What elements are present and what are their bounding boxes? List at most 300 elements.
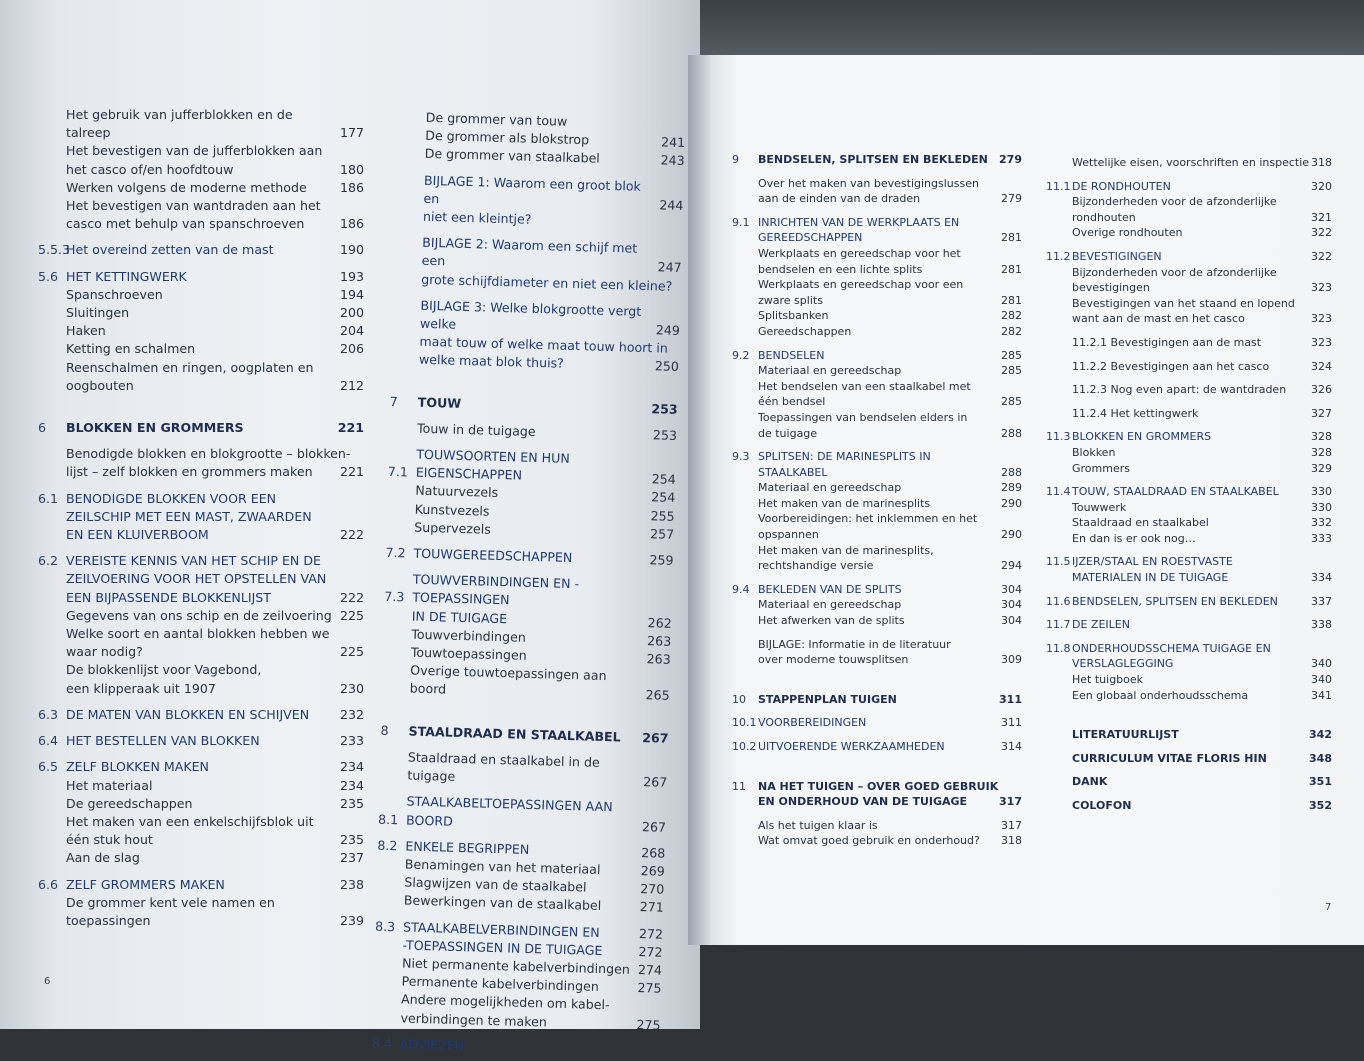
- toc-entry-title: BLOKKEN EN GROMMERS: [1072, 430, 1212, 444]
- toc-entry-title: verbindingen te maken: [400, 1009, 548, 1030]
- toc-entry-title: Bijzonderheden voor de afzonderlijke: [1072, 195, 1277, 209]
- toc-entry-title: Touw in de tuigage: [416, 420, 536, 439]
- toc-entry-title: toepassingen: [66, 912, 151, 928]
- toc-entry-page: 238: [339, 876, 364, 892]
- toc-entry: [38, 215, 364, 233]
- toc-entry: [382, 661, 671, 705]
- toc-entry: [38, 706, 364, 724]
- toc-entry-number: 9.3: [732, 450, 750, 464]
- toc-entry-number: 8.2: [377, 837, 398, 853]
- toc-entry: [38, 876, 364, 894]
- toc-entry-number: [382, 697, 410, 698]
- toc-entry-page: 328: [1311, 430, 1332, 444]
- toc-entry-title: maat touw of welke maat touw hoort in: [419, 333, 669, 356]
- toc-entry-title: waar nodig?: [66, 644, 143, 660]
- toc-entry: [389, 419, 677, 445]
- toc-entry-page: 348: [1309, 751, 1332, 765]
- page-number-left: 6: [44, 976, 51, 987]
- toc-entry-page: 271: [639, 899, 664, 916]
- toc-entry-page: 225: [339, 607, 364, 623]
- toc-entry: [378, 792, 667, 836]
- toc-entry-page: 237: [339, 850, 364, 866]
- toc-entry: [38, 304, 364, 322]
- toc-entry: [38, 894, 364, 912]
- toc-entry-page: 338: [1311, 618, 1332, 632]
- toc-entry-page: 254: [650, 489, 676, 506]
- toc-entry-title: Gegevens van ons schip en de zeilvoering: [66, 607, 332, 623]
- toc-entry-page: 342: [1309, 728, 1332, 742]
- toc-entry: [38, 445, 364, 463]
- toc-entry-number: 9.2: [732, 348, 750, 362]
- toc-entry: [732, 597, 1022, 613]
- toc-entry-title: rechtshandige versie: [758, 559, 874, 573]
- toc-entry: [732, 739, 1022, 755]
- toc-entry-number: 5.5.3: [38, 242, 71, 258]
- toc-entry-number: [395, 225, 423, 226]
- toc-entry: [732, 176, 1022, 192]
- toc-entry-number: 11: [732, 779, 746, 793]
- toc-entry-title: Natuurvezels: [415, 483, 499, 501]
- toc-entry-title: Materiaal en gereedschap: [758, 598, 902, 612]
- toc-entry: [38, 340, 364, 358]
- toc-entry-title: Voorbereidingen: het inklemmen en het: [758, 512, 978, 526]
- toc-entry-page: 326: [1311, 383, 1332, 397]
- toc-entry-page: 282: [1001, 309, 1022, 323]
- toc-entry: [1046, 179, 1332, 195]
- toc-entry-title: TOUW, STAALDRAAD EN STAALKABEL: [1072, 485, 1279, 499]
- toc-entry-page: 327: [1311, 406, 1332, 420]
- toc-entry-page: 281: [1001, 262, 1022, 276]
- toc-entry-page: 259: [649, 552, 674, 568]
- toc-entry-number: 10.1: [732, 716, 757, 730]
- toc-entry-page: 285: [1001, 364, 1022, 378]
- toc-entry-title: Wat omvat goed gebruik en onderhoud?: [758, 834, 980, 848]
- toc-entry: [1046, 225, 1332, 241]
- toc-entry: [38, 732, 364, 750]
- toc-entry: [732, 230, 1022, 246]
- toc-entry-page: 281: [1001, 293, 1022, 307]
- toc-entry-title: VOORBEREIDINGEN: [758, 716, 867, 730]
- toc-entry-title: aan de einden van de draden: [758, 192, 921, 206]
- toc-entry: [38, 795, 364, 813]
- toc-entry-page: 250: [654, 358, 680, 375]
- toc-entry-title: STAALDRAAD EN STAALKABEL: [408, 723, 621, 745]
- toc-entry: [1046, 617, 1332, 633]
- toc-entry-title: grote schijfdiameter en niet een kleine?: [421, 271, 673, 294]
- toc-entry-page: 241: [660, 134, 686, 151]
- toc-entry-title: Aan de slag: [66, 850, 140, 866]
- toc-entry: [1046, 774, 1332, 790]
- toc-entry: [38, 758, 364, 776]
- toc-entry-number: [389, 437, 417, 438]
- toc-entry: [1046, 280, 1332, 296]
- toc-entry-title: welke maat blok thuis?: [418, 352, 565, 372]
- toc-entry-page: 340: [1311, 657, 1332, 671]
- toc-entry: [38, 831, 364, 849]
- toc-entry: [1046, 515, 1332, 531]
- toc-entry-title: over moderne touwsplitsen: [758, 653, 909, 667]
- toc-entry-page: 212: [339, 377, 364, 393]
- toc-entry-page: 269: [640, 862, 666, 879]
- toc-entry-title: Materiaal en gereedschap: [758, 364, 902, 378]
- toc-entry: [732, 293, 1022, 309]
- toc-entry: [38, 286, 364, 304]
- toc-entry-title: Haken: [66, 323, 106, 339]
- toc-entry-page: 311: [999, 692, 1022, 706]
- toc-entry: [732, 191, 1022, 207]
- toc-entry-page: 281: [1001, 231, 1022, 245]
- toc-entry: [38, 377, 364, 395]
- toc-entry: [1046, 484, 1332, 500]
- toc-entry-number: 10: [732, 692, 746, 706]
- toc-entry-title: Reenschalmen en ringen, oogplaten en: [66, 359, 314, 375]
- toc-entry: [372, 1034, 660, 1060]
- toc-entry: [1046, 429, 1332, 445]
- toc-entry-title: Niet permanente kabelverbindingen: [401, 955, 631, 977]
- toc-entry-number: 11.6: [1046, 594, 1071, 608]
- toc-entry-page: 323: [1311, 281, 1332, 295]
- toc-entry-title: Het maken van een enkelschijfsblok uit: [66, 813, 314, 829]
- toc-entry-page: 279: [1001, 192, 1022, 206]
- toc-entry-title: rondhouten: [1072, 210, 1136, 224]
- toc-entry-title: Overige touwtoepassingen aan boord: [409, 662, 607, 698]
- toc-entry-title: ENKELE BEGRIPPEN: [405, 838, 530, 857]
- toc-entry-title: oogbouten: [66, 377, 134, 393]
- toc-entry-page: 233: [339, 733, 364, 749]
- toc-entry-page: 222: [339, 589, 364, 605]
- toc-entry-page: 267: [642, 729, 669, 746]
- toc-entry: [1046, 296, 1332, 312]
- toc-entry: [732, 833, 1022, 849]
- toc-entry-page: 193: [339, 268, 364, 284]
- toc-entry-title: HET BESTELLEN VAN BLOKKEN: [66, 733, 260, 749]
- toc-entry-page: 274: [637, 961, 663, 978]
- toc-entry: [385, 544, 673, 570]
- toc-entry-page: 186: [339, 216, 364, 232]
- toc-entry-title: het casco of/en hoofdtouw: [66, 161, 234, 177]
- toc-entry-number: 6.3: [38, 706, 59, 722]
- toc-entry: [1046, 155, 1332, 171]
- toc-entry-title: DANK: [1072, 775, 1108, 789]
- toc-entry-number: 6.5: [38, 759, 59, 775]
- toc-entry-title: Staaldraad en staalkabel in de tuigage: [407, 749, 600, 784]
- toc-entry-title: Toepassingen van bendselen elders in: [758, 410, 968, 424]
- toc-entry-title: BIJLAGE: Informatie in de literatuur: [758, 637, 951, 651]
- toc-entry-number: 6.4: [38, 733, 59, 749]
- toc-entry-number: 11.4: [1046, 485, 1071, 499]
- toc-entry-title: 11.2.1 Bevestigingen aan de mast: [1072, 335, 1262, 349]
- background-edge: [700, 0, 1364, 55]
- toc-entry-number: 7.3: [384, 589, 405, 605]
- toc-entry: [1046, 688, 1332, 704]
- toc-entry-page: 177: [339, 125, 364, 141]
- toc-entry-title: Benamingen van het materiaal: [404, 856, 601, 877]
- toc-entry-title: En dan is er ook nog…: [1072, 531, 1196, 545]
- toc-entry-page: 263: [646, 633, 672, 649]
- toc-entry: [38, 490, 364, 508]
- toc-entry-page: 235: [339, 795, 364, 811]
- toc-entry-page: 243: [660, 152, 685, 169]
- toc-entry-title: De grommer als blokstrop: [425, 127, 590, 148]
- toc-entry-page: 268: [641, 844, 666, 861]
- toc-entry-number: [379, 784, 407, 785]
- toc-entry: [732, 558, 1022, 574]
- toc-entry-title: INRICHTEN VAN DE WERKPLAATS EN: [758, 215, 960, 229]
- toc-entry-title: ZEILSCHIP MET EEN MAST, ZWAARDEN: [66, 508, 312, 524]
- toc-entry-number: 11.1: [1046, 179, 1071, 193]
- toc-entry: [732, 324, 1022, 340]
- toc-entry-page: 304: [1001, 614, 1022, 628]
- toc-entry: [732, 527, 1022, 543]
- toc-entry-title: UITVOERENDE WERKZAAMHEDEN: [758, 740, 945, 753]
- toc-entry-title: BENODIGDE BLOKKEN VOOR EEN: [66, 490, 277, 506]
- toc-entry-title: ZELF GROMMERS MAKEN: [66, 876, 225, 892]
- toc-entry-title: VERSLAGLEGGING: [1072, 657, 1174, 671]
- toc-entry-title: Splitsbanken: [758, 309, 829, 323]
- toc-entry-title: Werkplaats en gereedschap voor een: [758, 278, 964, 292]
- toc-entry-title: de tuigage: [758, 426, 818, 440]
- toc-entry-number: 11.3: [1046, 430, 1071, 444]
- toc-entry-title: ZELF BLOKKEN MAKEN: [66, 759, 209, 775]
- toc-entry: [732, 637, 1022, 653]
- toc-entry: [732, 152, 1022, 168]
- toc-entry-page: 332: [1311, 516, 1332, 530]
- toc-entry: [732, 246, 1022, 262]
- toc-entry: [732, 379, 1022, 395]
- toc-entry-title: HET KETTINGWERK: [66, 268, 187, 284]
- toc-entry-page: 341: [1311, 688, 1332, 702]
- toc-entry-title: Touwtoepassingen: [410, 644, 527, 663]
- toc-entry-title: Supervezels: [414, 519, 492, 537]
- toc-entry-number: 11.2: [1046, 249, 1071, 263]
- toc-entry-page: 262: [647, 614, 672, 631]
- toc-entry-title: Benodigde blokken en blokgrootte – blokken-: [66, 446, 351, 462]
- toc-entry-page: 323: [1311, 335, 1332, 349]
- toc-entry: [732, 692, 1022, 708]
- toc-entry-title: BENDSELEN: [758, 348, 825, 362]
- toc-entry: [1046, 672, 1332, 688]
- toc-entry-title: Werken volgens de moderne methode: [66, 179, 307, 195]
- toc-entry-title: 11.2.3 Nog even apart: de wantdraden: [1072, 383, 1287, 397]
- toc-entry-number: [386, 536, 414, 537]
- toc-right-column-2: [1046, 155, 1332, 814]
- toc-entry-title: De blokkenlijst voor Vagebond,: [66, 662, 262, 678]
- toc-entry-page: 285: [1001, 348, 1022, 362]
- page-number-right: 7: [1325, 902, 1332, 913]
- toc-entry: [732, 511, 1022, 527]
- toc-entry-title: TOUWVERBINDINGEN EN -TOEPASSINGEN: [412, 571, 580, 608]
- toc-entry: [38, 643, 364, 661]
- toc-entry-page: 314: [1001, 740, 1022, 753]
- toc-entry-title: BIJLAGE 1: Waarom een groot blok en: [423, 172, 642, 206]
- toc-entry: [1046, 382, 1332, 398]
- toc-entry-number: 8: [380, 722, 389, 738]
- toc-entry-title: Grommers: [1072, 461, 1130, 475]
- toc-entry: [38, 849, 364, 867]
- toc-entry-title: Wettelijke eisen, voorschriften en inspectie: [1072, 156, 1310, 169]
- toc-entry-title: bendselen en een lichte splits: [758, 262, 923, 276]
- toc-entry-number: 9.1: [732, 215, 750, 229]
- toc-entry-title: Het materiaal: [66, 777, 153, 793]
- toc-entry-title: LITERATUURLIJST: [1072, 728, 1179, 742]
- toc-entry-title: STAALKABEL: [758, 465, 828, 479]
- toc-entry-title: Bijzonderheden voor de afzonderlijke: [1072, 265, 1277, 279]
- toc-entry: [1046, 335, 1332, 351]
- toc-entry-title: STAPPENPLAN TUIGEN: [758, 692, 897, 706]
- toc-entry: [1046, 727, 1332, 743]
- toc-entry: [38, 241, 364, 259]
- toc-entry: [38, 661, 364, 679]
- toc-entry: [38, 419, 364, 437]
- toc-entry: [732, 496, 1022, 512]
- toc-entry: [1046, 798, 1332, 814]
- toc-entry-page: 265: [645, 687, 670, 704]
- toc-entry: [38, 570, 364, 588]
- toc-entry-number: [372, 1026, 400, 1027]
- toc-entry: [732, 215, 1022, 231]
- toc-entry-page: 294: [1001, 559, 1022, 573]
- toc-entry-title: Het maken van de marinesplits,: [758, 543, 934, 557]
- toc-entry-page: 330: [1311, 500, 1332, 514]
- toc-entry-page: 234: [339, 777, 364, 793]
- toc-entry-title: Touwwerk: [1072, 500, 1127, 514]
- toc-entry-title: DE MATEN VAN BLOKKEN EN SCHIJVEN: [66, 706, 310, 722]
- toc-entry: [38, 552, 364, 570]
- toc-entry: [1046, 445, 1332, 461]
- toc-entry-page: 263: [646, 651, 671, 667]
- toc-entry-page: 230: [339, 680, 364, 696]
- toc-entry-page: 290: [1001, 528, 1022, 542]
- toc-entry: [732, 308, 1022, 324]
- toc-entry: [1046, 554, 1332, 570]
- toc-entry-number: 8.1: [377, 811, 399, 827]
- toc-entry-page: 309: [1001, 653, 1022, 667]
- toc-entry: [1046, 656, 1332, 672]
- toc-entry-page: 234: [339, 759, 364, 775]
- toc-entry-page: 225: [339, 644, 364, 660]
- toc-entry: [1046, 210, 1332, 226]
- toc-entry: [732, 262, 1022, 278]
- toc-entry-title: lijst – zelf blokken en grommers maken: [66, 464, 313, 480]
- toc-entry-page: 337: [1311, 594, 1332, 608]
- toc-entry-title: Gereedschappen: [758, 324, 852, 338]
- toc-entry-page: 304: [1001, 598, 1022, 612]
- toc-entry-number: 7.2: [385, 544, 406, 561]
- toc-entry-page: 186: [339, 179, 364, 195]
- toc-entry-page: 318: [1001, 834, 1022, 848]
- toc-entry: [1046, 641, 1332, 657]
- toc-entry-page: 322: [1311, 249, 1332, 263]
- toc-entry-page: 180: [339, 161, 364, 177]
- toc-entry-title: Ketting en schalmen: [66, 341, 196, 357]
- toc-entry: [732, 394, 1022, 410]
- toc-entry-page: 235: [339, 832, 364, 848]
- toc-entry-number: 7: [389, 393, 399, 409]
- toc-entry: [732, 652, 1022, 668]
- toc-entry-number: 11.7: [1046, 618, 1071, 632]
- toc-entry-number: 8.3: [374, 918, 396, 934]
- toc-entry-number: [376, 909, 404, 910]
- toc-entry-page: 320: [1311, 179, 1332, 193]
- toc-entry-page: 329: [1311, 461, 1332, 475]
- toc-entry-page: 254: [651, 471, 676, 488]
- toc-entry-page: 282: [1001, 324, 1022, 338]
- toc-entry-page: 232: [339, 706, 364, 722]
- toc-entry-title: ZEILVOERING VOOR HET OPSTELLEN VAN: [66, 571, 327, 587]
- toc-entry-page: 321: [1311, 210, 1332, 224]
- toc-entry-page: 322: [1311, 226, 1332, 240]
- toc-entry-page: 221: [337, 420, 364, 436]
- toc-entry-page: 328: [1311, 445, 1332, 459]
- toc-entry-page: 311: [1001, 716, 1022, 730]
- toc-entry-title: want aan de mast en het casco: [1072, 312, 1245, 326]
- toc-entry-number: 6.6: [38, 876, 59, 892]
- toc-entry-page: 275: [637, 980, 662, 996]
- toc-entry-title: STAALKABELVERBINDINGEN EN: [402, 918, 600, 940]
- toc-entry: [1046, 249, 1332, 265]
- toc-entry-title: IJZER/STAAL EN ROESTVASTE: [1072, 555, 1233, 569]
- toc-entry: [1046, 531, 1332, 547]
- toc-entry: [38, 589, 364, 607]
- toc-entry: [1046, 751, 1332, 767]
- toc-entry-title: Bewerkingen van de staalkabel: [403, 892, 602, 914]
- toc-entry-page: 267: [641, 818, 667, 835]
- toc-entry-title: Touwverbindingen: [411, 626, 527, 645]
- toc-entry-number: [396, 163, 424, 164]
- toc-entry: [732, 715, 1022, 731]
- toc-entry-page: 267: [643, 774, 668, 790]
- toc-entry: [1046, 570, 1332, 586]
- toc-entry-title: CURRICULUM VITAE FLORIS HIN: [1072, 751, 1267, 765]
- toc-entry-title: BENDSELEN, SPLITSEN EN BEKLEDEN: [1072, 594, 1278, 608]
- toc-entry-title: één bendsel: [758, 395, 826, 409]
- toc-entry-title: De gereedschappen: [66, 795, 193, 811]
- toc-entry-title: EN ONDERHOUD VAN DE TUIGAGE: [758, 795, 968, 809]
- toc-entry-number: 10.2: [732, 740, 757, 753]
- toc-entry-page: 318: [1311, 156, 1332, 169]
- toc-entry-page: 285: [1001, 395, 1022, 409]
- toc-entry: [732, 582, 1022, 598]
- toc-entry: [38, 777, 364, 795]
- toc-entry: [732, 613, 1022, 629]
- toc-entry-title: Het overeind zetten van de mast: [66, 242, 274, 258]
- toc-entry-title: -TOEPASSINGEN IN DE TUIGAGE: [402, 937, 603, 958]
- toc-entry-title: niet een kleintje?: [422, 208, 532, 227]
- toc-entry-page: 323: [1311, 312, 1332, 326]
- toc-entry-title: DE RONDHOUTEN: [1072, 179, 1171, 193]
- toc-entry-title: Staaldraad en staalkabel: [1072, 516, 1209, 530]
- toc-entry-title: Sluitingen: [66, 305, 130, 321]
- toc-entry-page: 253: [651, 400, 678, 417]
- toc-entry: [732, 410, 1022, 426]
- toc-entry-title: Het afwerken van de splits: [758, 614, 905, 628]
- toc-entry-title: 11.2.2 Bevestigingen aan het casco: [1072, 359, 1270, 373]
- toc-entry-title: MATERIALEN IN DE TUIGAGE: [1072, 571, 1229, 585]
- toc-entry: [732, 348, 1022, 364]
- toc-entry: [732, 779, 1022, 795]
- toc-entry: [38, 322, 364, 340]
- toc-entry: [38, 607, 364, 625]
- toc-entry: [38, 359, 364, 377]
- toc-entry-page: 206: [339, 341, 364, 357]
- toc-entry-title: BIJLAGE 3: Welke blokgrootte vergt welke: [419, 297, 642, 332]
- toc-entry-page: 194: [339, 286, 364, 302]
- toc-entry-title: Werkplaats en gereedschap voor het: [758, 246, 961, 260]
- toc-entry-page: 272: [638, 925, 664, 942]
- toc-entry-title: bevestigingen: [1072, 281, 1150, 295]
- toc-entry: [1046, 359, 1332, 375]
- toc-entry-title: NA HET TUIGEN – OVER GOED GEBRUIK: [758, 779, 999, 793]
